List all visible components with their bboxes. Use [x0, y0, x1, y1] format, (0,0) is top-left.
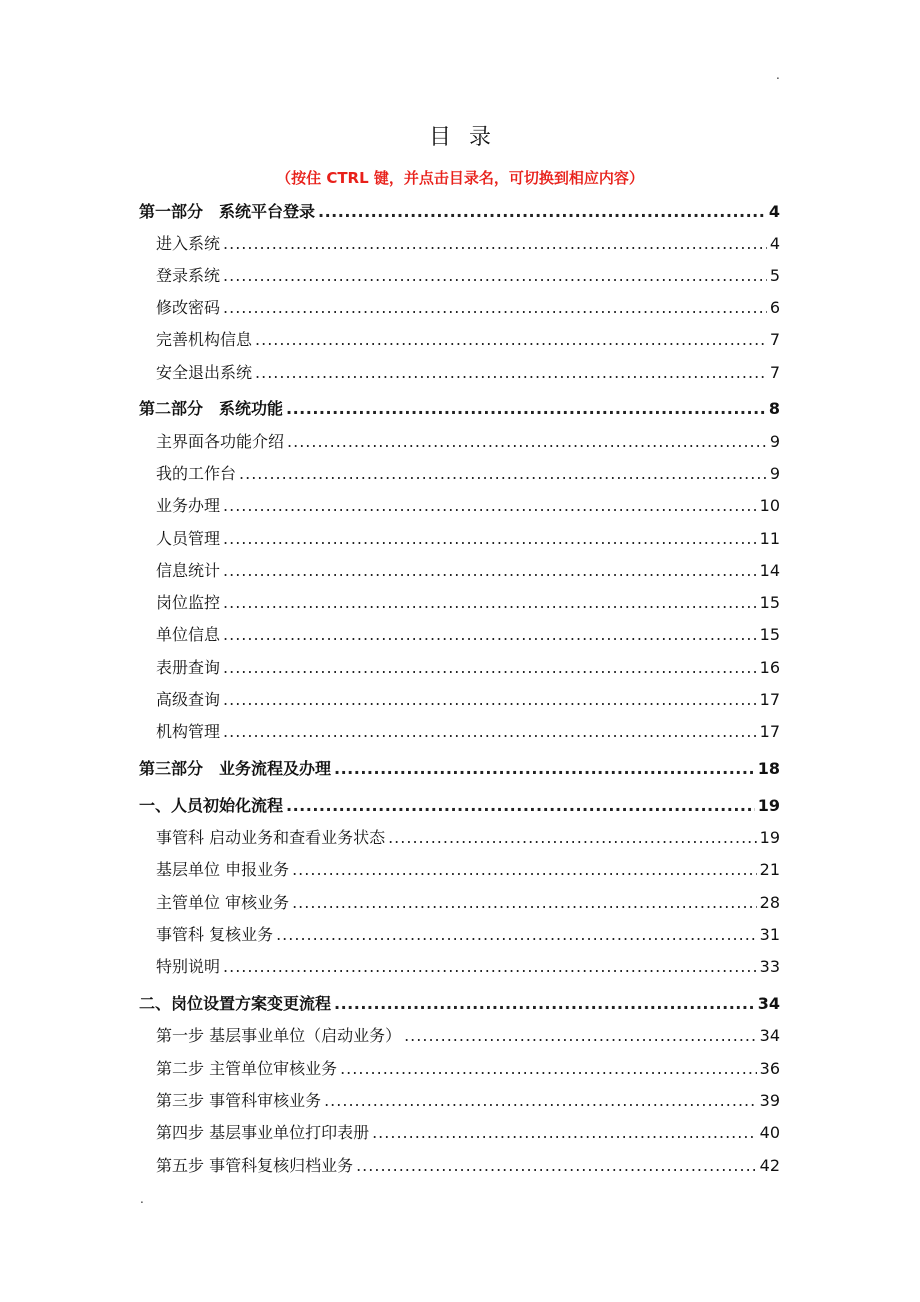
- toc-entry-page: 10: [759, 496, 780, 515]
- leader-dots: [223, 721, 757, 743]
- toc-entry[interactable]: [156, 892, 780, 914]
- toc-entry-page: 9: [769, 464, 780, 483]
- leader-dots: [223, 956, 757, 978]
- toc-entry-page: 17: [759, 690, 780, 709]
- toc-entry-label: 机构管理: [156, 722, 221, 741]
- toc-entry-page: 28: [759, 893, 780, 912]
- leader-dots: [292, 859, 757, 881]
- toc-entry-label: 主管单位 审核业务: [156, 893, 290, 912]
- toc-entry-page: 42: [759, 1156, 780, 1175]
- toc-entry-label: 高级查询: [156, 690, 221, 709]
- toc-entry[interactable]: [156, 827, 780, 849]
- corner-mark-top: .: [776, 68, 780, 82]
- toc-entry-label: 表册查询: [156, 658, 221, 677]
- toc-entry-label: 事管科 复核业务: [156, 925, 274, 944]
- toc-entry[interactable]: [156, 657, 780, 679]
- leader-dots: [318, 201, 766, 223]
- leader-dots: [324, 1090, 757, 1112]
- toc-entry[interactable]: [156, 924, 780, 946]
- toc-entry-label: 进入系统: [156, 234, 221, 253]
- toc-entry-label: 信息统计: [156, 561, 221, 580]
- leader-dots: [223, 592, 757, 614]
- toc-entry[interactable]: [156, 624, 780, 646]
- toc-entry-label: 第三部分 业务流程及办理: [139, 759, 332, 778]
- toc-entry-label: 第一步 基层事业单位（启动业务）: [156, 1026, 402, 1045]
- toc-entry-page: 36: [759, 1059, 780, 1078]
- toc-entry-page: 33: [759, 957, 780, 976]
- leader-dots: [239, 463, 767, 485]
- toc-entry-page: 17: [759, 722, 780, 741]
- toc-entry-page: 16: [759, 658, 780, 677]
- toc-entry-label: 第二步 主管单位审核业务: [156, 1059, 338, 1078]
- toc-entry[interactable]: [156, 1090, 780, 1112]
- leader-dots: [223, 265, 767, 287]
- toc-entry-label: 第三步 事管科审核业务: [156, 1091, 322, 1110]
- toc-entry[interactable]: [156, 859, 780, 881]
- toc-entry[interactable]: [156, 689, 780, 711]
- toc-entry-label: 事管科 启动业务和查看业务状态: [156, 828, 386, 847]
- toc-entry[interactable]: [156, 560, 780, 582]
- toc-entry-label: 修改密码: [156, 298, 221, 317]
- leader-dots: [356, 1155, 757, 1177]
- toc-entry-part2[interactable]: [139, 398, 780, 420]
- toc-entry-label: 登录系统: [156, 266, 221, 285]
- toc-entry-label: 第五步 事管科复核归档业务: [156, 1156, 354, 1175]
- leader-dots: [223, 233, 767, 255]
- toc-entry-label: 人员管理: [156, 529, 221, 548]
- leader-dots: [292, 892, 757, 914]
- toc-entry-label: 安全退出系统: [156, 363, 253, 382]
- toc-entry-page: 7: [769, 363, 780, 382]
- leader-dots: [334, 758, 755, 780]
- leader-dots: [223, 560, 757, 582]
- toc-entry-page: 40: [759, 1123, 780, 1142]
- toc-entry-page: 8: [768, 399, 780, 418]
- toc-entry[interactable]: [156, 1058, 780, 1080]
- toc-entry-label: 岗位监控: [156, 593, 221, 612]
- toc-entry[interactable]: [156, 297, 780, 319]
- toc-entry-label: 第二部分 系统功能: [139, 399, 284, 418]
- leader-dots: [255, 329, 767, 351]
- leader-dots: [223, 657, 757, 679]
- toc-entry-label: 基层单位 申报业务: [156, 860, 290, 879]
- toc-entry-page: 5: [769, 266, 780, 285]
- leader-dots: [276, 924, 757, 946]
- toc-entry-label: 我的工作台: [156, 464, 237, 483]
- toc-entry[interactable]: [156, 1025, 780, 1047]
- toc-entry-page: 19: [759, 828, 780, 847]
- toc-entry-page: 4: [768, 202, 780, 221]
- toc-entry-page: 21: [759, 860, 780, 879]
- toc-entry-page: 14: [759, 561, 780, 580]
- leader-dots: [388, 827, 757, 849]
- toc-entry-page: 4: [769, 234, 780, 253]
- toc-entry-label: 第四步 基层事业单位打印表册: [156, 1123, 370, 1142]
- toc-entry-page: 15: [759, 593, 780, 612]
- toc-entry-page: 19: [757, 796, 780, 815]
- leader-dots: [340, 1058, 757, 1080]
- toc-entry[interactable]: [156, 362, 780, 384]
- toc-entry[interactable]: [156, 528, 780, 550]
- toc-entry-page: 39: [759, 1091, 780, 1110]
- leader-dots: [223, 528, 757, 550]
- toc-entry[interactable]: [156, 233, 780, 255]
- leader-dots: [404, 1025, 757, 1047]
- toc-entry[interactable]: [156, 265, 780, 287]
- toc-entry-label: 完善机构信息: [156, 330, 253, 349]
- toc-entry-label: 一、人员初始化流程: [139, 796, 284, 815]
- toc-entry[interactable]: [156, 1155, 780, 1177]
- toc-entry[interactable]: [156, 463, 780, 485]
- leader-dots: [223, 689, 757, 711]
- toc-entry-page: 7: [769, 330, 780, 349]
- leader-dots: [286, 398, 766, 420]
- toc-entry-label: 第一部分 系统平台登录: [139, 202, 316, 221]
- toc-hint: （按住 CTRL 键，并点击目录名，可切换到相应内容）: [276, 169, 644, 187]
- toc-entry-page: 9: [769, 432, 780, 451]
- toc-entry-label: 特别说明: [156, 957, 221, 976]
- toc-entry[interactable]: [156, 431, 780, 453]
- toc-entry-section2[interactable]: [139, 993, 780, 1015]
- toc-entry-page: 34: [759, 1026, 780, 1045]
- toc-entry-label: 二、岗位设置方案变更流程: [139, 994, 332, 1013]
- toc-entry[interactable]: [156, 721, 780, 743]
- leader-dots: [223, 495, 757, 517]
- toc-entry-page: 31: [759, 925, 780, 944]
- leader-dots: [255, 362, 767, 384]
- toc-entry-label: 主界面各功能介绍: [156, 432, 285, 451]
- toc-entry-section1[interactable]: [139, 795, 780, 817]
- toc-entry-label: 业务办理: [156, 496, 221, 515]
- leader-dots: [286, 795, 755, 817]
- leader-dots: [287, 431, 767, 453]
- toc-entry-page: 15: [759, 625, 780, 644]
- toc-entry-part3[interactable]: [139, 758, 780, 780]
- toc-title: 目录: [428, 125, 509, 150]
- toc-entry[interactable]: [156, 592, 780, 614]
- toc-entry[interactable]: [156, 1122, 780, 1144]
- leader-dots: [372, 1122, 757, 1144]
- toc-entry-part1[interactable]: [139, 201, 780, 223]
- toc-entry-page: 11: [759, 529, 780, 548]
- leader-dots: [223, 624, 757, 646]
- leader-dots: [334, 993, 755, 1015]
- toc-entry[interactable]: [156, 956, 780, 978]
- toc-entry-page: 34: [757, 994, 780, 1013]
- toc-entry-page: 18: [757, 759, 780, 778]
- toc-entry-page: 6: [769, 298, 780, 317]
- toc-entry-label: 单位信息: [156, 625, 221, 644]
- leader-dots: [223, 297, 767, 319]
- toc-entry[interactable]: [156, 495, 780, 517]
- toc-entry[interactable]: [156, 329, 780, 351]
- corner-mark-bottom: .: [140, 1192, 144, 1206]
